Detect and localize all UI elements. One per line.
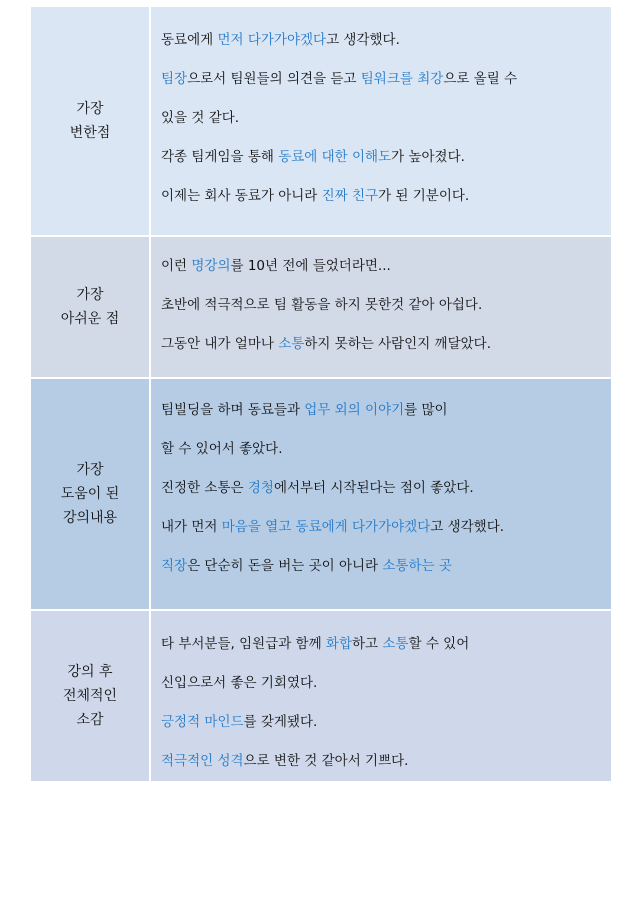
content-line [161, 742, 603, 781]
text-run: 은 단순히 돈을 버는 곳이 아니라 [187, 558, 383, 574]
content-line [161, 664, 603, 703]
highlight-run: 소통하는 곳 [382, 558, 452, 574]
row-label-line: 소감 [76, 712, 104, 728]
content-line [161, 547, 603, 586]
row-label-line: 가장 [76, 101, 104, 117]
text-run: 신입으로서 좋은 기회였다. [161, 675, 318, 691]
feedback-table [31, 7, 611, 781]
highlight-run: 마음을 열고 동료에게 다가가야겠다 [221, 519, 431, 535]
content-line [161, 391, 603, 430]
row-label-line: 강의 후 [67, 664, 113, 680]
highlight-run: 직장 [161, 558, 188, 574]
text-run: 각종 팀게임을 통해 [161, 149, 279, 165]
text-run: 에서부터 시작된다는 점이 좋았다. [273, 480, 474, 496]
highlight-run: 팀워크를 최강 [360, 71, 444, 87]
highlight-run: 명강의 [191, 258, 231, 274]
highlight-run: 소통 [382, 636, 409, 652]
text-run: 으로 변한 것 같아서 기쁘다. [243, 753, 409, 769]
content-line [161, 703, 603, 742]
highlight-run: 적극적인 성격 [161, 753, 244, 769]
content-line [161, 430, 603, 469]
highlight-run: 동료에 대한 이해도 [278, 149, 392, 165]
content-line [161, 177, 603, 216]
text-run: 동료에게 [161, 32, 218, 48]
table-row-most-regret [31, 237, 611, 379]
text-run: 하지 못하는 사람인지 깨달았다. [304, 336, 491, 352]
text-run: 하고 [352, 636, 383, 652]
row-content [151, 379, 611, 609]
table-row-most-changed [31, 7, 611, 237]
row-label-line: 가장 [76, 462, 104, 478]
highlight-run: 경청 [247, 480, 274, 496]
highlight-run: 화합 [325, 636, 353, 652]
row-label-line: 강의내용 [62, 510, 118, 526]
row-content [151, 611, 611, 781]
row-label-line: 도움이 된 [60, 486, 120, 502]
highlight-run: 진짜 친구 [321, 188, 379, 204]
row-content [151, 7, 611, 235]
row-content [151, 237, 611, 377]
text-run: 이제는 회사 동료가 아니라 [161, 188, 322, 204]
table-row-most-helpful [31, 379, 611, 611]
content-line [161, 21, 603, 60]
row-label-line: 아쉬운 점 [60, 311, 120, 327]
content-line [161, 625, 603, 664]
text-run: 할 수 있어서 좋았다. [161, 441, 283, 457]
text-run: 할 수 있어 [408, 636, 470, 652]
content-line [161, 286, 603, 325]
content-line [161, 325, 603, 364]
text-run: 를 갖게됐다. [243, 714, 318, 730]
text-run: 고 생각했다. [326, 32, 400, 48]
row-label [31, 379, 151, 609]
text-run: 를 10년 전에 들었더라면... [230, 258, 391, 274]
content-line [161, 247, 603, 286]
content-line [161, 138, 603, 177]
text-run: 초반에 적극적으로 팀 활동을 하지 못한것 같아 아쉽다. [161, 297, 483, 313]
content-line [161, 99, 603, 138]
highlight-run: 먼저 다가가야겠다 [217, 32, 327, 48]
text-run: 으로 올릴 수 [443, 71, 518, 87]
content-line [161, 60, 603, 99]
text-run: 내가 먼저 [161, 519, 222, 535]
row-label [31, 7, 151, 235]
row-label [31, 237, 151, 377]
highlight-run: 업무 외의 이야기 [304, 402, 405, 418]
text-run: 으로서 팀원들의 의견을 듣고 [187, 71, 361, 87]
text-run: 타 부서분들, 임원급과 함께 [161, 636, 326, 652]
content-line [161, 508, 603, 547]
highlight-run: 긍정적 마인드 [161, 714, 244, 730]
table-row-overall-impression [31, 611, 611, 781]
text-run: 그동안 내가 얼마나 [161, 336, 279, 352]
text-run: 이런 [161, 258, 192, 274]
text-run: 팀빌딩을 하며 동료들과 [161, 402, 305, 418]
text-run: 고 생각했다. [430, 519, 505, 535]
text-run: 진정한 소통은 [161, 480, 248, 496]
row-label-line: 가장 [76, 287, 104, 303]
highlight-run: 팀장 [161, 71, 188, 87]
highlight-run: 소통 [278, 336, 305, 352]
row-label [31, 611, 151, 781]
content-line [161, 469, 603, 508]
text-run: 가 높아졌다. [391, 149, 465, 165]
row-label-line: 전체적인 [62, 688, 118, 704]
row-label-line: 변한점 [69, 125, 111, 141]
text-run: 가 된 기분이다. [378, 188, 470, 204]
text-run: 있을 것 같다. [161, 110, 240, 126]
text-run: 를 많이 [404, 402, 448, 418]
